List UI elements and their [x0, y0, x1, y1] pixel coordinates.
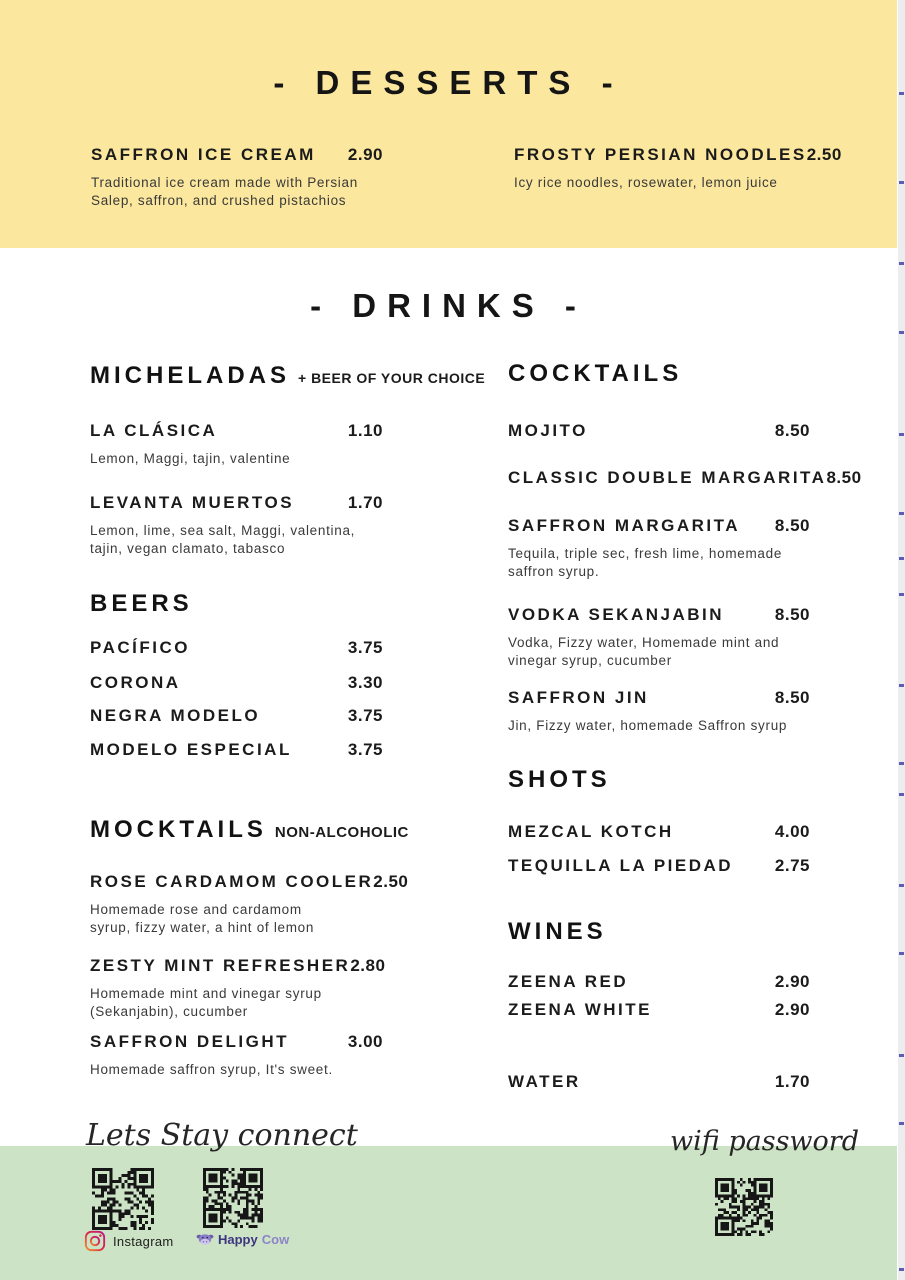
menu-item-modelo-especial — [90, 740, 383, 760]
item-price: 2.90 — [774, 1000, 810, 1019]
item-price: 2.75 — [774, 856, 810, 875]
item-name: TEQUILLA LA PIEDAD — [508, 856, 734, 875]
item-name: ROSE CARDAMOM COOLER — [90, 872, 374, 891]
item-name: SAFFRON DELIGHT — [90, 1032, 289, 1051]
item-name: SAFFRON MARGARITA — [508, 516, 740, 535]
scan-edge-artifact — [898, 0, 905, 1280]
item-name: SAFFRON JIN — [508, 688, 649, 707]
stay-connected-script: Lets Stay connect — [86, 1118, 358, 1153]
item-price: 3.75 — [347, 740, 383, 759]
menu-item-saffron-jin — [508, 688, 810, 735]
section-subtitle: NON-ALCOHOLIC — [274, 824, 409, 841]
item-name: MOJITO — [508, 421, 588, 440]
item-name: LA CLÁSICA — [90, 421, 218, 440]
menu-item-frosty-persian-noodles — [514, 145, 842, 192]
menu-item-zeena-white — [508, 1000, 810, 1020]
item-name: FROSTY PERSIAN NOODLES — [514, 145, 807, 164]
item-price: 8.50 — [774, 421, 810, 440]
item-price: 2.50 — [806, 145, 842, 164]
section-title: BEERS — [90, 590, 193, 617]
happycow-qr-code — [203, 1168, 263, 1228]
item-row — [90, 1032, 383, 1052]
instagram-row — [84, 1230, 174, 1252]
wifi-password-script: wifi password — [670, 1126, 859, 1157]
section-shots-header — [508, 766, 810, 794]
happycow-cow-label: Cow — [261, 1232, 290, 1247]
instagram-icon — [84, 1230, 106, 1252]
item-name: SAFFRON ICE CREAM — [91, 145, 316, 164]
item-description: Icy rice noodles, rosewater, lemon juice — [514, 175, 778, 190]
item-row — [514, 145, 842, 165]
menu-item-mojito — [508, 421, 810, 441]
menu-item-saffron-margarita — [508, 516, 810, 581]
happycow-row — [196, 1232, 289, 1247]
item-price: 8.50 — [774, 688, 810, 707]
item-name: ZEENA WHITE — [508, 1000, 652, 1019]
item-name: ZESTY MINT REFRESHER — [90, 956, 351, 975]
item-name: WATER — [508, 1072, 581, 1091]
item-name: CLASSIC DOUBLE MARGARITA — [508, 468, 827, 487]
section-mocktails-header — [90, 816, 409, 844]
item-price: 3.75 — [347, 638, 383, 657]
item-row — [90, 421, 383, 441]
item-name: MODELO ESPECIAL — [90, 740, 292, 759]
instagram-qr-code — [92, 1168, 154, 1230]
item-name: PACÍFICO — [90, 638, 190, 657]
item-price: 8.50 — [826, 468, 862, 487]
menu-item-levanta-muertos — [90, 493, 383, 558]
menu-item-rose-cardamom-cooler — [90, 872, 409, 937]
item-description: Jin, Fizzy water, homemade Saffron syrup — [508, 718, 788, 733]
item-name: NEGRA MODELO — [90, 706, 261, 725]
item-price: 2.90 — [347, 145, 383, 164]
item-description: Homemade mint and vinegar syrup (Sekanjabin), cucumber — [90, 986, 322, 1020]
item-description: Lemon, lime, sea salt, Maggi, valentina, tajin, vegan clamato, tabasco — [90, 523, 356, 557]
item-description: Vodka, Fizzy water, Homemade mint and vinegar syrup, cucumber — [508, 635, 780, 669]
menu-item-saffron-ice-cream — [91, 145, 383, 210]
section-title: WINES — [508, 918, 607, 945]
item-price: 8.50 — [774, 605, 810, 624]
menu-item-zeena-red — [508, 972, 810, 992]
section-title: MICHELADAS — [90, 362, 290, 389]
menu-item-mezcal-kotch — [508, 822, 810, 842]
item-description: Tequila, triple sec, fresh lime, homemade saffron syrup. — [508, 546, 783, 580]
happycow-happy-label: Happy — [218, 1232, 258, 1247]
item-price: 1.10 — [347, 421, 383, 440]
item-row — [508, 516, 810, 536]
item-description: Homemade saffron syrup, It's sweet. — [90, 1062, 333, 1077]
item-row — [508, 688, 810, 708]
menu-item-classic-double-margarita — [508, 468, 862, 488]
item-price: 2.90 — [774, 972, 810, 991]
item-price: 3.00 — [347, 1032, 383, 1051]
menu-item-vodka-sekanjabin — [508, 605, 810, 670]
item-price: 3.30 — [347, 673, 383, 692]
item-price: 2.80 — [350, 956, 386, 975]
item-row — [90, 493, 383, 513]
menu-item-zesty-mint-refresher — [90, 956, 386, 1021]
item-name: CORONA — [90, 673, 181, 692]
menu-item-negra-modelo — [90, 706, 383, 726]
item-row — [508, 605, 810, 625]
item-name: MEZCAL KOTCH — [508, 822, 674, 841]
happycow-cow-icon — [196, 1232, 214, 1247]
wifi-qr-code — [715, 1178, 773, 1236]
menu-item-tequilla-la-piedad — [508, 856, 810, 876]
item-price: 2.50 — [373, 872, 409, 891]
menu-item-la-clasica — [90, 421, 383, 468]
section-title: COCKTAILS — [508, 360, 683, 387]
section-title: SHOTS — [508, 766, 611, 793]
desserts-title: - DESSERTS - — [273, 64, 624, 101]
drinks-title: - DRINKS - — [310, 287, 587, 324]
section-wines-header — [508, 918, 810, 946]
section-cocktails-header — [508, 360, 810, 388]
desserts-band — [0, 0, 897, 248]
item-price: 8.50 — [774, 516, 810, 535]
item-name: ZEENA RED — [508, 972, 629, 991]
menu-item-saffron-delight — [90, 1032, 383, 1079]
menu-item-water — [508, 1072, 810, 1092]
item-row — [91, 145, 383, 165]
item-row — [90, 872, 409, 892]
item-price: 1.70 — [347, 493, 383, 512]
item-name: LEVANTA MUERTOS — [90, 493, 295, 512]
item-price: 3.75 — [347, 706, 383, 725]
item-description: Homemade rose and cardamom syrup, fizzy water, a hint of lemon — [90, 902, 315, 936]
instagram-label: Instagram — [113, 1233, 174, 1249]
section-title: MOCKTAILS — [90, 816, 267, 843]
item-description: Lemon, Maggi, tajin, valentine — [90, 451, 291, 466]
item-description: Traditional ice cream made with Persian Salep, saffron, and crushed pistachios — [91, 175, 358, 209]
item-price: 1.70 — [774, 1072, 810, 1091]
section-micheladas-header — [90, 362, 486, 390]
item-name: VODKA SEKANJABIN — [508, 605, 725, 624]
item-price: 4.00 — [774, 822, 810, 841]
menu-item-corona — [90, 673, 383, 693]
section-beers-header — [90, 590, 383, 618]
section-subtitle: + BEER OF YOUR CHOICE — [298, 370, 486, 386]
item-row — [90, 956, 386, 976]
menu-item-pacifico — [90, 638, 383, 658]
